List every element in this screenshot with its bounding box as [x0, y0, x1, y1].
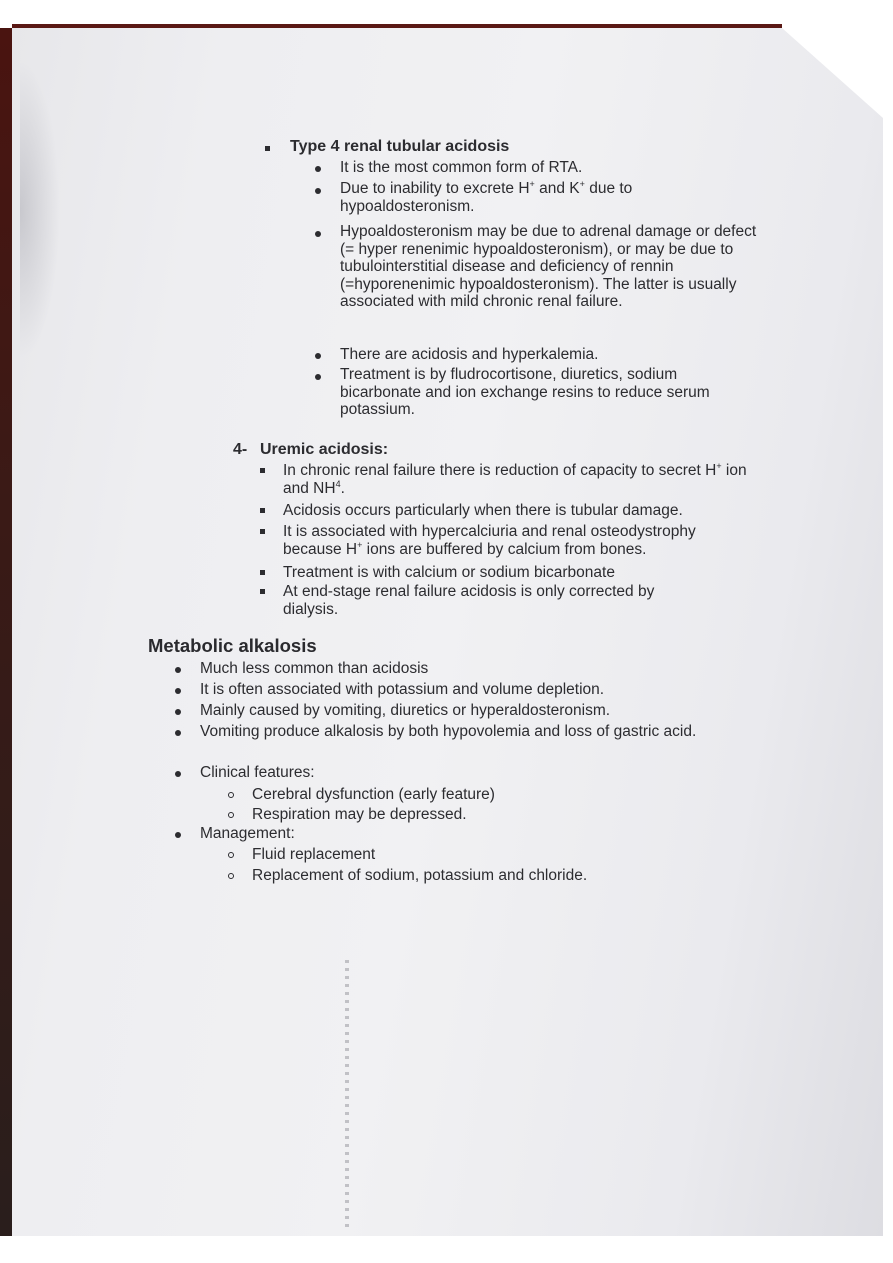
uremic-item-text: ion and NH — [283, 462, 747, 497]
rta4-item: Hypoaldosteronism may be due to adrenal damage or defect (= hyper renenimic hypoaldosteronism), or may be due to tubulointerstitial disease and deficiency of rennin (=hyporenenimic hypoaldosteronism). The latter is usually associated with mild chronic renal failure. — [340, 223, 757, 310]
alkalosis-subitem: Fluid replacement — [252, 846, 376, 863]
rta4-item — [340, 180, 700, 215]
alkalosis-item: It is often associated with potassium and volume depletion. — [200, 681, 605, 698]
dot-bullet-icon — [175, 709, 181, 715]
dot-bullet-icon — [175, 832, 181, 838]
paper-fold-mark — [345, 960, 349, 1230]
uremic-item-text: It is associated with hypercalciuria and renal osteodystrophy because H — [283, 523, 696, 558]
uremic-item: Acidosis occurs particularly when there is tubular damage. — [283, 502, 683, 519]
rta4-item-text: and K — [534, 180, 580, 197]
paper-shadow — [20, 60, 60, 360]
square-bullet-icon — [265, 146, 270, 151]
ring-bullet-icon — [228, 852, 234, 858]
superscript: + — [529, 179, 535, 189]
background-left-edge — [0, 28, 12, 1236]
alkalosis-item: Much less common than acidosis — [200, 660, 429, 677]
dot-bullet-icon — [315, 353, 321, 359]
dot-bullet-icon — [315, 231, 321, 237]
uremic-item-text: ions are buffered by calcium from bones. — [362, 540, 647, 558]
ring-bullet-icon — [228, 792, 234, 798]
rta4-item: There are acidosis and hyperkalemia. — [340, 346, 599, 363]
square-bullet-icon — [260, 508, 265, 513]
square-bullet-icon — [260, 529, 265, 534]
alkalosis-subitem: Respiration may be depressed. — [252, 806, 467, 823]
alkalosis-subitem: Cerebral dysfunction (early feature) — [252, 786, 495, 803]
superscript: + — [357, 539, 363, 550]
superscript: + — [579, 179, 585, 189]
square-bullet-icon — [260, 589, 265, 594]
uremic-item: At end-stage renal failure acidosis is only corrected by dialysis. — [283, 583, 655, 618]
dot-bullet-icon — [175, 730, 181, 736]
rta4-title: Type 4 renal tubular acidosis — [290, 138, 510, 155]
superscript: + — [716, 461, 722, 471]
rta4-item-text: due to hypoaldosteronism. — [340, 180, 633, 215]
dot-bullet-icon — [315, 374, 321, 380]
ring-bullet-icon — [228, 873, 234, 879]
uremic-item-text: . — [340, 479, 345, 497]
dot-bullet-icon — [175, 771, 181, 777]
uremic-item: Treatment is with calcium or sodium bicarbonate — [283, 564, 615, 581]
alkalosis-item: Clinical features: — [200, 764, 315, 781]
dot-bullet-icon — [175, 667, 181, 673]
square-bullet-icon — [260, 570, 265, 575]
dot-bullet-icon — [315, 166, 321, 172]
rta4-item: It is the most common form of RTA. — [340, 159, 583, 176]
alkalosis-item: Vomiting produce alkalosis by both hypovolemia and loss of gastric acid. — [200, 723, 697, 740]
dot-bullet-icon — [175, 688, 181, 694]
ring-bullet-icon — [228, 812, 234, 818]
square-bullet-icon — [260, 468, 265, 473]
rta4-item: Treatment is by fludrocortisone, diuretics, sodium bicarbonate and ion exchange resins to reduce serum potassium. — [340, 366, 710, 418]
rta4-item-text: Due to inability to excrete H — [340, 180, 530, 197]
alkalosis-title: Metabolic alkalosis — [148, 635, 317, 656]
superscript: 4 — [335, 478, 341, 489]
uremic-number: 4- — [233, 441, 248, 458]
uremic-item — [283, 462, 758, 497]
uremic-title: Uremic acidosis: — [260, 441, 389, 458]
alkalosis-item: Management: — [200, 825, 295, 842]
dot-bullet-icon — [315, 188, 321, 194]
alkalosis-item: Mainly caused by vomiting, diuretics or hyperaldosteronism. — [200, 702, 611, 719]
uremic-item — [283, 523, 753, 558]
uremic-item-text: In chronic renal failure there is reduction of capacity to secret H — [283, 462, 717, 479]
alkalosis-subitem: Replacement of sodium, potassium and chloride. — [252, 867, 588, 884]
